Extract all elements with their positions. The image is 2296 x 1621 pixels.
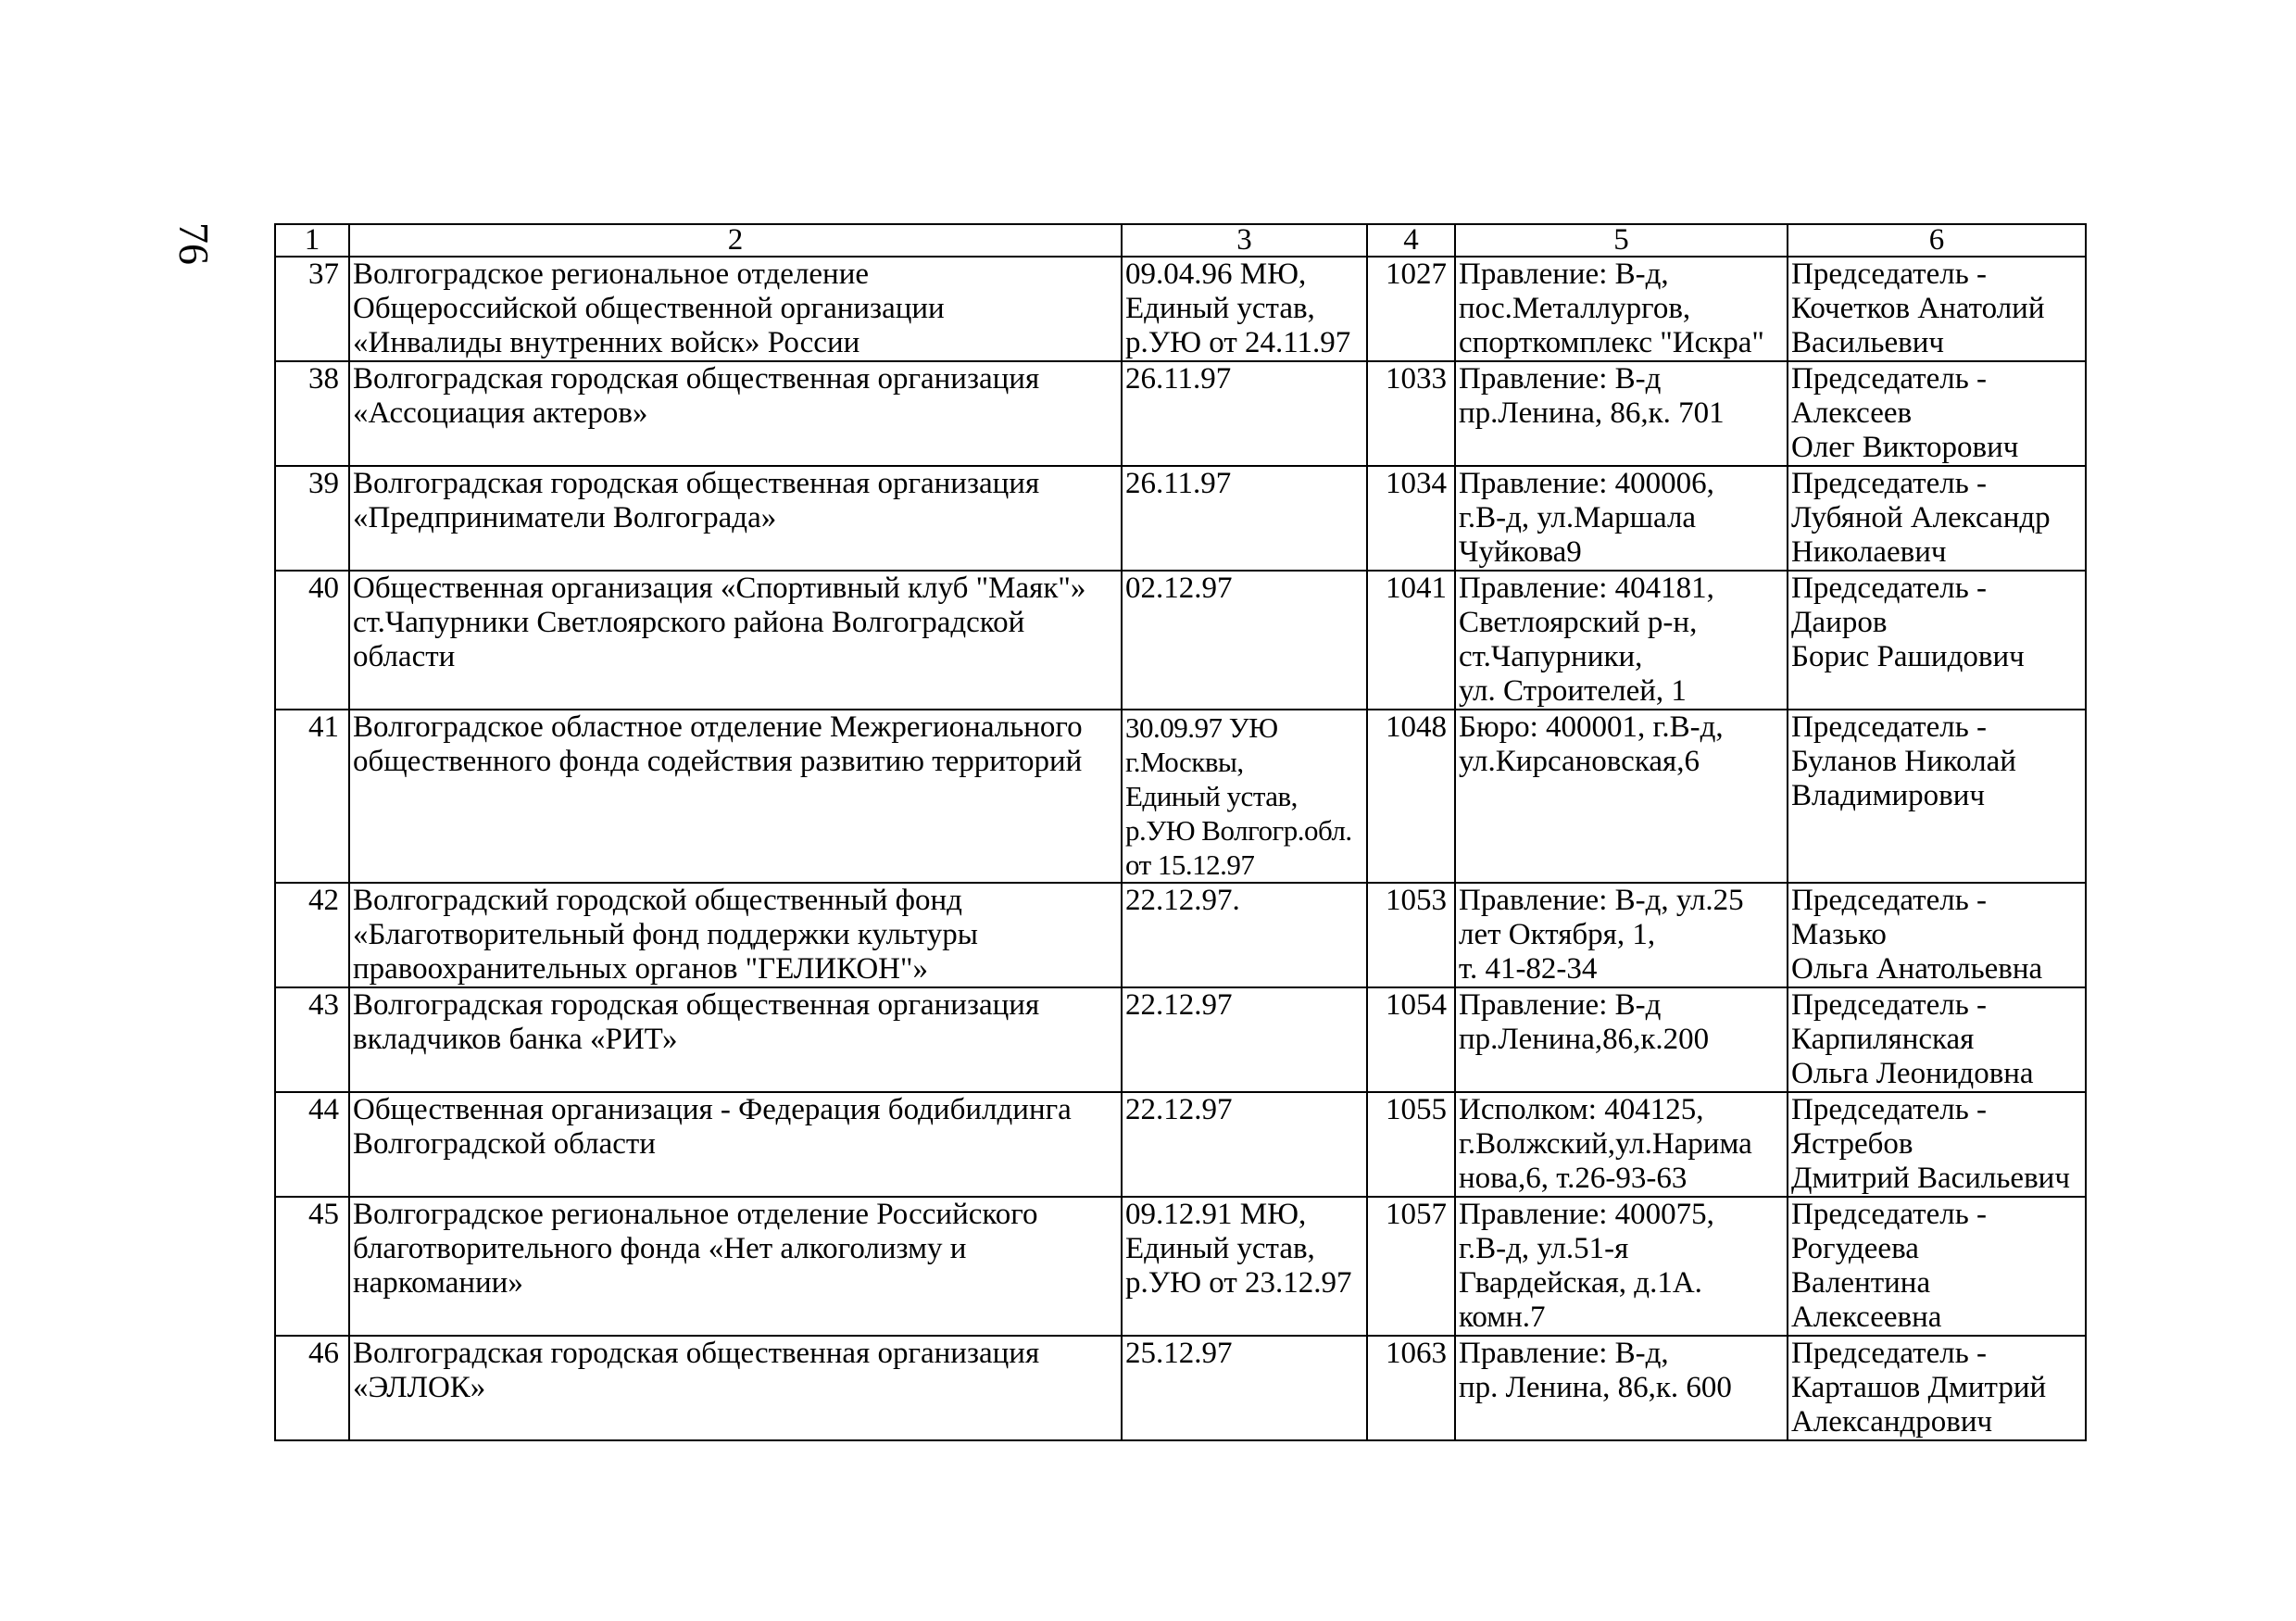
- header-cell-4: 4: [1367, 224, 1455, 257]
- table-row: [275, 1197, 2086, 1336]
- address: Правление: В-д, пр. Ленина, 86,к. 600: [1455, 1336, 1788, 1440]
- table-row: [275, 571, 2086, 710]
- header-cell-6: 6: [1788, 224, 2086, 257]
- row-number: 37: [275, 257, 349, 361]
- head-person: Председатель - Мазько Ольга Анатольевна: [1788, 883, 2086, 987]
- table-row: [275, 883, 2086, 987]
- head-person: Председатель - Буланов Николай Владимирович: [1788, 710, 2086, 883]
- registration-code: 1041: [1367, 571, 1455, 710]
- registration-date: 09.04.96 МЮ, Единый устав, р.УЮ от 24.11.97: [1122, 257, 1367, 361]
- row-number: 42: [275, 883, 349, 987]
- head-person: Председатель - Карпилянская Ольга Леонидовна: [1788, 987, 2086, 1092]
- address: Правление: 400006, г.В-д, ул.Маршала Чуйкова9: [1455, 466, 1788, 571]
- address: Исполком: 404125, г.Волжский,ул.Нарима нова,6, т.26-93-63: [1455, 1092, 1788, 1197]
- registration-date: 25.12.97: [1122, 1336, 1367, 1440]
- registration-code: 1034: [1367, 466, 1455, 571]
- header-row: [275, 224, 2086, 257]
- head-person: Председатель - Даиров Борис Рашидович: [1788, 571, 2086, 710]
- head-person: Председатель - Карташов Дмитрий Александрович: [1788, 1336, 2086, 1440]
- organization-name: Волгоградская городская общественная организация «Ассоциация актеров»: [349, 361, 1122, 466]
- head-person: Председатель - Кочетков Анатолий Васильевич: [1788, 257, 2086, 361]
- organization-name: Волгоградское региональное отделение Общероссийской общественной организации «Инвалиды внутренних войск» России: [349, 257, 1122, 361]
- organization-name: Волгоградский городской общественный фонд «Благотворительный фонд поддержки культуры правоохранительных органов "ГЕЛИКОН"»: [349, 883, 1122, 987]
- table-row: [275, 710, 2086, 883]
- registration-date: 02.12.97: [1122, 571, 1367, 710]
- row-number: 41: [275, 710, 349, 883]
- table-row: [275, 1092, 2086, 1197]
- page-number: 76: [170, 222, 218, 265]
- registration-date: 26.11.97: [1122, 361, 1367, 466]
- organization-name: Волгоградское региональное отделение Российского благотворительного фонда «Нет алкоголизму и наркомании»: [349, 1197, 1122, 1336]
- header-cell-5: 5: [1455, 224, 1788, 257]
- header-cell-1: 1: [275, 224, 349, 257]
- address: Правление: В-д, ул.25 лет Октября, 1, т. 41-82-34: [1455, 883, 1788, 987]
- registration-date: 22.12.97: [1122, 987, 1367, 1092]
- row-number: 38: [275, 361, 349, 466]
- address: Правление: В-д, пос.Металлургов, спорткомплекс "Искра": [1455, 257, 1788, 361]
- address: Правление: 404181, Светлоярский р-н, ст.Чапурники, ул. Строителей, 1: [1455, 571, 1788, 710]
- row-number: 45: [275, 1197, 349, 1336]
- organization-name: Волгоградская городская общественная организация «Предприниматели Волгограда»: [349, 466, 1122, 571]
- registration-code: 1033: [1367, 361, 1455, 466]
- organization-name: Волгоградская городская общественная организация «ЭЛЛОК»: [349, 1336, 1122, 1440]
- row-number: 40: [275, 571, 349, 710]
- table-row: [275, 1336, 2086, 1440]
- registration-code: 1054: [1367, 987, 1455, 1092]
- registration-date: 26.11.97: [1122, 466, 1367, 571]
- address: Правление: В-д пр.Ленина, 86,к. 701: [1455, 361, 1788, 466]
- registration-date: 22.12.97: [1122, 1092, 1367, 1197]
- table-row: [275, 361, 2086, 466]
- organization-name: Волгоградская городская общественная организация вкладчиков банка «РИТ»: [349, 987, 1122, 1092]
- header-cell-2: 2: [349, 224, 1122, 257]
- registration-code: 1053: [1367, 883, 1455, 987]
- table-row: [275, 466, 2086, 571]
- row-number: 39: [275, 466, 349, 571]
- address: Правление: 400075, г.В-д, ул.51-я Гвардейская, д.1А. комн.7: [1455, 1197, 1788, 1336]
- row-number: 43: [275, 987, 349, 1092]
- registration-date: 30.09.97 УЮ г.Москвы, Единый устав, р.УЮ Волгогр.обл. от 15.12.97: [1122, 710, 1367, 883]
- address: Правление: В-д пр.Ленина,86,к.200: [1455, 987, 1788, 1092]
- row-number: 46: [275, 1336, 349, 1440]
- address: Бюро: 400001, г.В-д, ул.Кирсановская,6: [1455, 710, 1788, 883]
- registration-date: 09.12.91 МЮ, Единый устав, р.УЮ от 23.12.97: [1122, 1197, 1367, 1336]
- organization-name: Волгоградское областное отделение Межрегионального общественного фонда содействия развитию территорий: [349, 710, 1122, 883]
- registration-code: 1048: [1367, 710, 1455, 883]
- organization-name: Общественная организация - Федерация бодибилдинга Волгоградской области: [349, 1092, 1122, 1197]
- registry-table: [274, 223, 2087, 1441]
- header-cell-3: 3: [1122, 224, 1367, 257]
- registration-date: 22.12.97.: [1122, 883, 1367, 987]
- organization-name: Общественная организация «Спортивный клуб "Маяк"» ст.Чапурники Светлоярского района Волгоградской области: [349, 571, 1122, 710]
- head-person: Председатель - Ястребов Дмитрий Васильевич: [1788, 1092, 2086, 1197]
- row-number: 44: [275, 1092, 349, 1197]
- registration-code: 1027: [1367, 257, 1455, 361]
- registration-code: 1057: [1367, 1197, 1455, 1336]
- table-row: [275, 257, 2086, 361]
- registration-code: 1055: [1367, 1092, 1455, 1197]
- head-person: Председатель - Лубяной Александр Николаевич: [1788, 466, 2086, 571]
- table-row: [275, 987, 2086, 1092]
- head-person: Председатель - Алексеев Олег Викторович: [1788, 361, 2086, 466]
- head-person: Председатель - Рогудеева Валентина Алексеевна: [1788, 1197, 2086, 1336]
- registration-code: 1063: [1367, 1336, 1455, 1440]
